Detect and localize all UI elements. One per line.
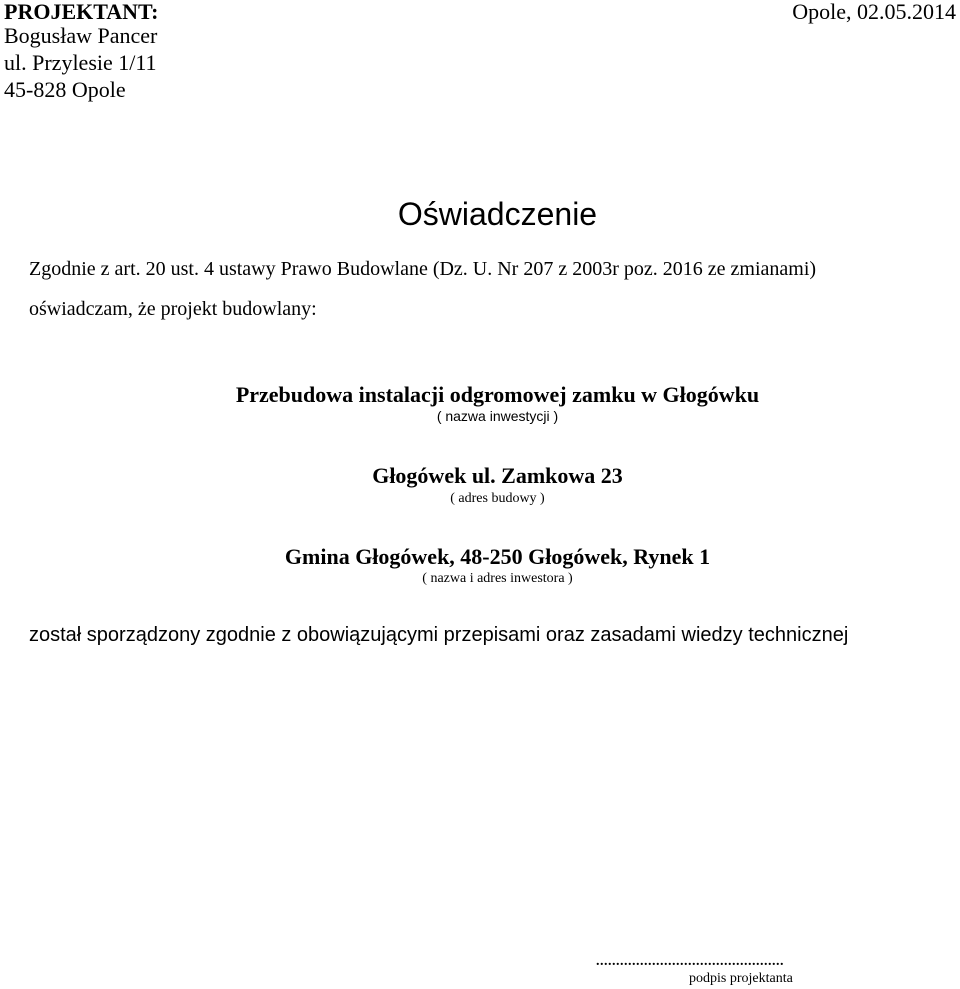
document-title: Oświadczenie bbox=[397, 196, 598, 232]
site-address: Głogówek ul. Zamkowa 23 bbox=[372, 463, 623, 488]
investment-name-caption: ( nazwa inwestycji ) bbox=[436, 408, 559, 424]
signature-line: ............................................... bbox=[596, 954, 784, 969]
place-date: Opole, 02.05.2014 bbox=[792, 0, 956, 24]
intro-line-2: oświadczam, że projekt budowlany: bbox=[29, 298, 317, 320]
designer-heading: PROJEKTANT: bbox=[4, 0, 159, 24]
investor-caption: ( nazwa i adres inwestora ) bbox=[422, 571, 573, 586]
investor: Gmina Głogówek, 48-250 Głogówek, Rynek 1 bbox=[284, 544, 711, 569]
designer-street: ul. Przylesie 1/11 bbox=[4, 50, 157, 75]
site-address-caption: ( adres budowy ) bbox=[450, 491, 545, 506]
signature-label: podpis projektanta bbox=[689, 971, 793, 986]
designer-city: 45-828 Opole bbox=[4, 77, 126, 102]
designer-name: Bogusław Pancer bbox=[4, 23, 158, 48]
intro-line-1: Zgodnie z art. 20 ust. 4 ustawy Prawo Budowlane (Dz. U. Nr 207 z 2003r poz. 2016 ze zmianami) bbox=[29, 258, 817, 280]
closing-statement: został sporządzony zgodnie z obowiązującymi przepisami oraz zasadami wiedzy technicznej bbox=[29, 624, 849, 646]
investment-name: Przebudowa instalacji odgromowej zamku w Głogówku bbox=[235, 382, 760, 407]
